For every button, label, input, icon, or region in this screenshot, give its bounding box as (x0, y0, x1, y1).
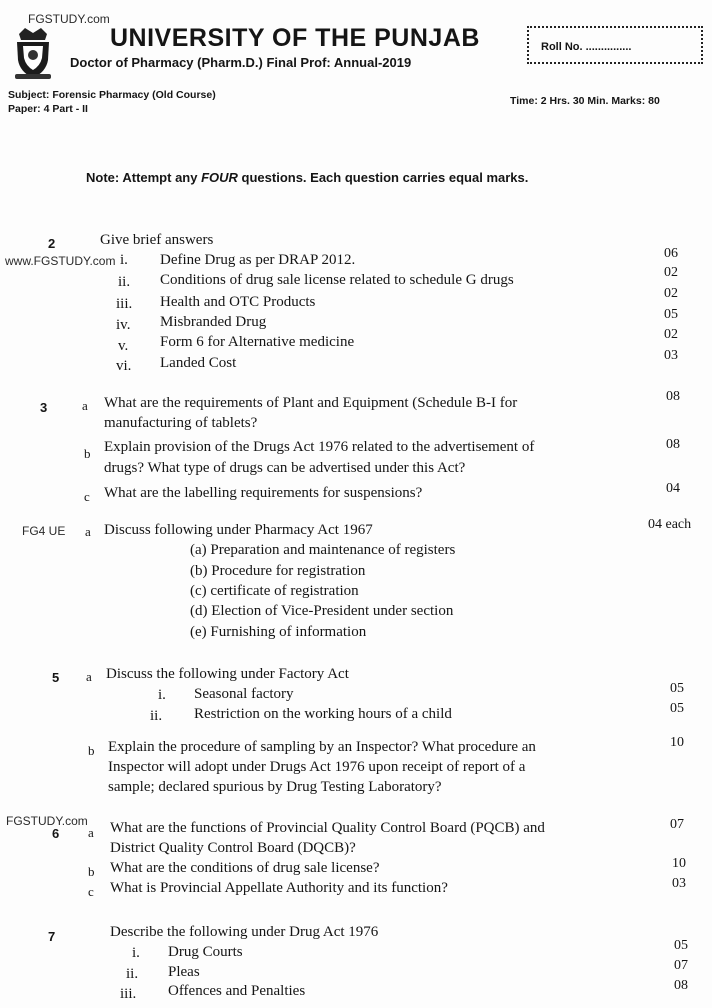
item-marks: 05 (664, 307, 678, 322)
item-text: Conditions of drug sale license related to schedule G drugs (160, 272, 514, 288)
time-marks: Time: 2 Hrs. 30 Min. Marks: 80 (510, 95, 660, 107)
item-text: Form 6 for Alternative medicine (160, 334, 355, 350)
item-text: Misbranded Drug (160, 314, 267, 330)
item-text: Offences and Penalties (168, 983, 306, 999)
item-text: Seasonal factory (194, 686, 294, 702)
list-item: (e) Furnishing of information (190, 624, 367, 640)
item-label: ii. (126, 966, 139, 982)
part-text: Explain provision of the Drugs Act 1976 related to the advertisement of (104, 439, 535, 455)
instructions-note: Note: Attempt any FOUR questions. Each question carries equal marks. (86, 170, 529, 185)
part-label: a (86, 669, 92, 684)
item-label: v. (118, 338, 129, 354)
item-marks: 02 (664, 327, 678, 342)
part-marks: 08 (666, 389, 680, 404)
item-label: ii. (150, 708, 163, 724)
part-text: What are the conditions of drug sale license? (110, 860, 380, 876)
part-marks: 10 (670, 735, 684, 750)
item-text: Health and OTC Products (160, 294, 316, 310)
part-label: c (84, 489, 90, 504)
part-text: Explain the procedure of sampling by an Inspector? What procedure an (108, 739, 536, 755)
item-label: ii. (118, 274, 131, 290)
part-label: b (88, 743, 95, 758)
watermark-q4: FG4 UE (22, 524, 66, 538)
question-number: 7 (48, 929, 56, 944)
item-label: iii. (120, 986, 137, 1002)
question-number: 6 (52, 826, 60, 841)
part-label: a (85, 524, 91, 539)
item-marks: 05 (674, 938, 688, 953)
list-item: (d) Election of Vice-President under section (190, 603, 454, 619)
part-label: a (82, 398, 88, 413)
part-marks: 03 (672, 876, 686, 891)
item-marks: 06 (664, 246, 678, 261)
part-text: What is Provincial Appellate Authority and its function? (110, 880, 448, 896)
item-marks: 02 (664, 286, 678, 301)
program-title: Doctor of Pharmacy (Pharm.D.) Final Prof: Annual-2019 (70, 55, 412, 70)
part-text: What are the requirements of Plant and Equipment (Schedule B-I for (104, 395, 518, 411)
university-title: UNIVERSITY OF THE PUNJAB (110, 24, 480, 52)
item-marks: 02 (664, 265, 678, 280)
watermark-q2: www.FGSTUDY.com (5, 254, 116, 268)
item-label: i. (132, 945, 140, 961)
item-label: iv. (116, 317, 131, 333)
question-intro: Give brief answers (100, 232, 214, 248)
roll-number-box[interactable] (527, 26, 703, 64)
roll-number-label: Roll No. ............... (541, 41, 632, 53)
item-marks: 08 (674, 978, 688, 993)
item-marks: 05 (670, 701, 684, 716)
part-text: District Quality Control Board (DQCB)? (110, 840, 356, 856)
question-intro: Discuss the following under Factory Act (106, 666, 349, 682)
watermark-top: FGSTUDY.com (28, 12, 110, 26)
part-text: drugs? What type of drugs can be advertised under this Act? (104, 460, 466, 476)
list-item: (c) certificate of registration (190, 583, 359, 599)
part-text: What are the labelling requirements for suspensions? (104, 485, 423, 501)
item-text: Pleas (168, 964, 200, 980)
part-label: b (84, 446, 91, 461)
question-intro: Discuss following under Pharmacy Act 1967 (104, 522, 373, 538)
part-marks: 04 each (648, 517, 692, 532)
watermark-q6: FGSTUDY.com (6, 814, 88, 828)
part-marks: 04 (666, 481, 680, 496)
item-text: Define Drug as per DRAP 2012. (160, 252, 356, 268)
list-item: (b) Procedure for registration (190, 563, 366, 579)
part-label: b (88, 864, 95, 879)
part-marks: 08 (666, 437, 680, 452)
part-marks: 10 (672, 856, 686, 871)
question-intro: Describe the following under Drug Act 1976 (110, 924, 379, 940)
item-label: i. (158, 687, 166, 703)
part-label: c (88, 884, 94, 899)
item-text: Landed Cost (160, 355, 237, 371)
paper-line: Paper: 4 Part - II (8, 103, 88, 115)
part-text: manufacturing of tablets? (104, 415, 258, 431)
subject-line: Subject: Forensic Pharmacy (Old Course) (8, 89, 216, 101)
item-text: Restriction on the working hours of a child (194, 706, 452, 722)
item-marks: 05 (670, 681, 684, 696)
question-number: 2 (48, 236, 56, 251)
part-text: Inspector will adopt under Drugs Act 1976 upon receipt of report of a (108, 759, 526, 775)
item-text: Drug Courts (168, 944, 243, 960)
part-text: sample; declared spurious by Drug Testing Laboratory? (108, 779, 442, 795)
item-label: i. (120, 252, 128, 268)
question-number: 3 (40, 400, 48, 415)
item-marks: 03 (664, 348, 678, 363)
list-item: (a) Preparation and maintenance of registers (190, 542, 456, 558)
part-label: a (88, 825, 94, 840)
item-marks: 07 (674, 958, 688, 973)
item-label: iii. (116, 296, 133, 312)
university-crest-icon (11, 24, 55, 82)
question-number: 5 (52, 670, 60, 685)
part-marks: 07 (670, 817, 684, 832)
item-label: vi. (116, 358, 132, 374)
part-text: What are the functions of Provincial Quality Control Board (PQCB) and (110, 820, 545, 836)
